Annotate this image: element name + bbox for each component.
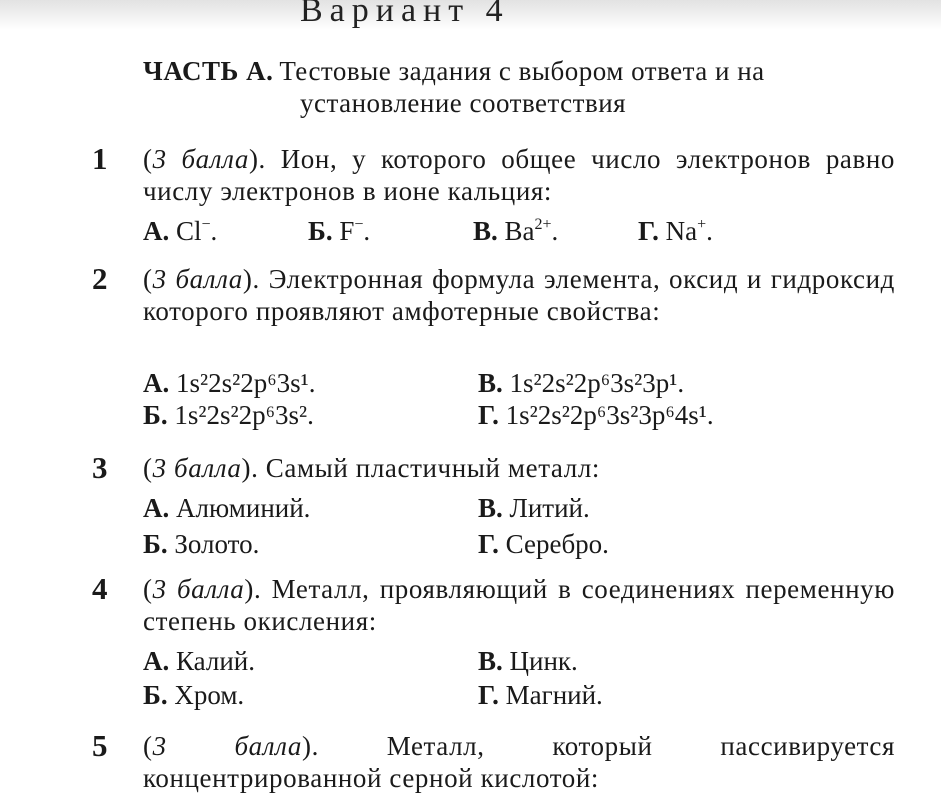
part-text-line2: установление соответствия bbox=[300, 88, 627, 118]
option-v[interactable]: В. Цинк. bbox=[478, 646, 578, 676]
question-body: . Металл, проявляющий в соединениях переменную степень окисления: bbox=[143, 574, 895, 636]
option-b[interactable]: Б. Золото. bbox=[143, 529, 260, 559]
question-body: . Электронная формула элемента, оксид и гидроксид которого проявляют амфотерные свойства: bbox=[143, 264, 896, 326]
question-text: (3 балла). Самый пластичный металл: bbox=[143, 453, 600, 483]
part-heading bbox=[143, 55, 933, 119]
option-g[interactable]: Г. 1s²2s²2p⁶3s²3p⁶4s¹. bbox=[478, 400, 714, 430]
option-b[interactable]: Б. F−. bbox=[308, 216, 371, 246]
option-g[interactable]: Г. Na+. bbox=[638, 216, 713, 246]
option-a[interactable]: А. Cl−. bbox=[143, 216, 218, 246]
option-v[interactable]: В. $Ba^{2+}$. bbox=[473, 216, 559, 246]
question-text: (3 балла). Металл, который пассивируется концентрированной серной кислотой: bbox=[143, 731, 896, 793]
question-number: 1 bbox=[92, 141, 108, 176]
question-text: (3 балла). Металл, проявляющий в соединениях переменную степень окисления: bbox=[143, 574, 895, 636]
part-text-line1: Тестовые задания с выбором ответа и на bbox=[279, 56, 765, 86]
question-body: . Металл, который пассивируется концентрированной серной кислотой: bbox=[143, 731, 896, 793]
option-g[interactable]: Г. Магний. bbox=[478, 680, 603, 710]
question-text: (3 балла). Ион, у которого общее число электронов равно числу электронов в ионе кальция: bbox=[143, 144, 896, 206]
option-v[interactable]: В. 1s²2s²2p⁶3s²3p¹. bbox=[478, 368, 685, 398]
option-a[interactable]: А. 1s²2s²2p⁶3s¹. bbox=[143, 368, 316, 398]
option-g[interactable]: Г. Серебро. bbox=[478, 529, 609, 559]
question-body: . Самый пластичный металл: bbox=[251, 453, 600, 483]
question-points: 3 балла bbox=[152, 264, 243, 294]
question-points: 3 балла bbox=[152, 453, 242, 483]
question-points: 3 балла bbox=[152, 144, 249, 174]
question-text: (3 балла). Электронная формула элемента, оксид и гидроксид которого проявляют амфотерные свойства: bbox=[143, 264, 896, 326]
option-b[interactable]: Б. Хром. bbox=[143, 680, 245, 710]
option-v[interactable]: В. Литий. bbox=[478, 493, 590, 523]
option-b[interactable]: Б. 1s²2s²2p⁶3s². bbox=[143, 400, 314, 430]
question-number: 3 bbox=[92, 450, 108, 485]
question-points: 3 балла bbox=[152, 574, 245, 604]
option-a[interactable]: А. Алюминий. bbox=[143, 493, 311, 523]
part-label: ЧАСТЬ А. bbox=[143, 56, 274, 86]
variant-title: Вариант 4 bbox=[300, 0, 510, 29]
option-a[interactable]: А. Калий. bbox=[143, 646, 255, 676]
question-points: 3 балла bbox=[152, 731, 302, 761]
question-number: 4 bbox=[92, 571, 108, 606]
question-number: 5 bbox=[92, 728, 108, 763]
question-body: . Ион, у которого общее число электронов равно числу электронов в ионе кальция: bbox=[143, 144, 896, 206]
question-number: 2 bbox=[92, 261, 108, 296]
